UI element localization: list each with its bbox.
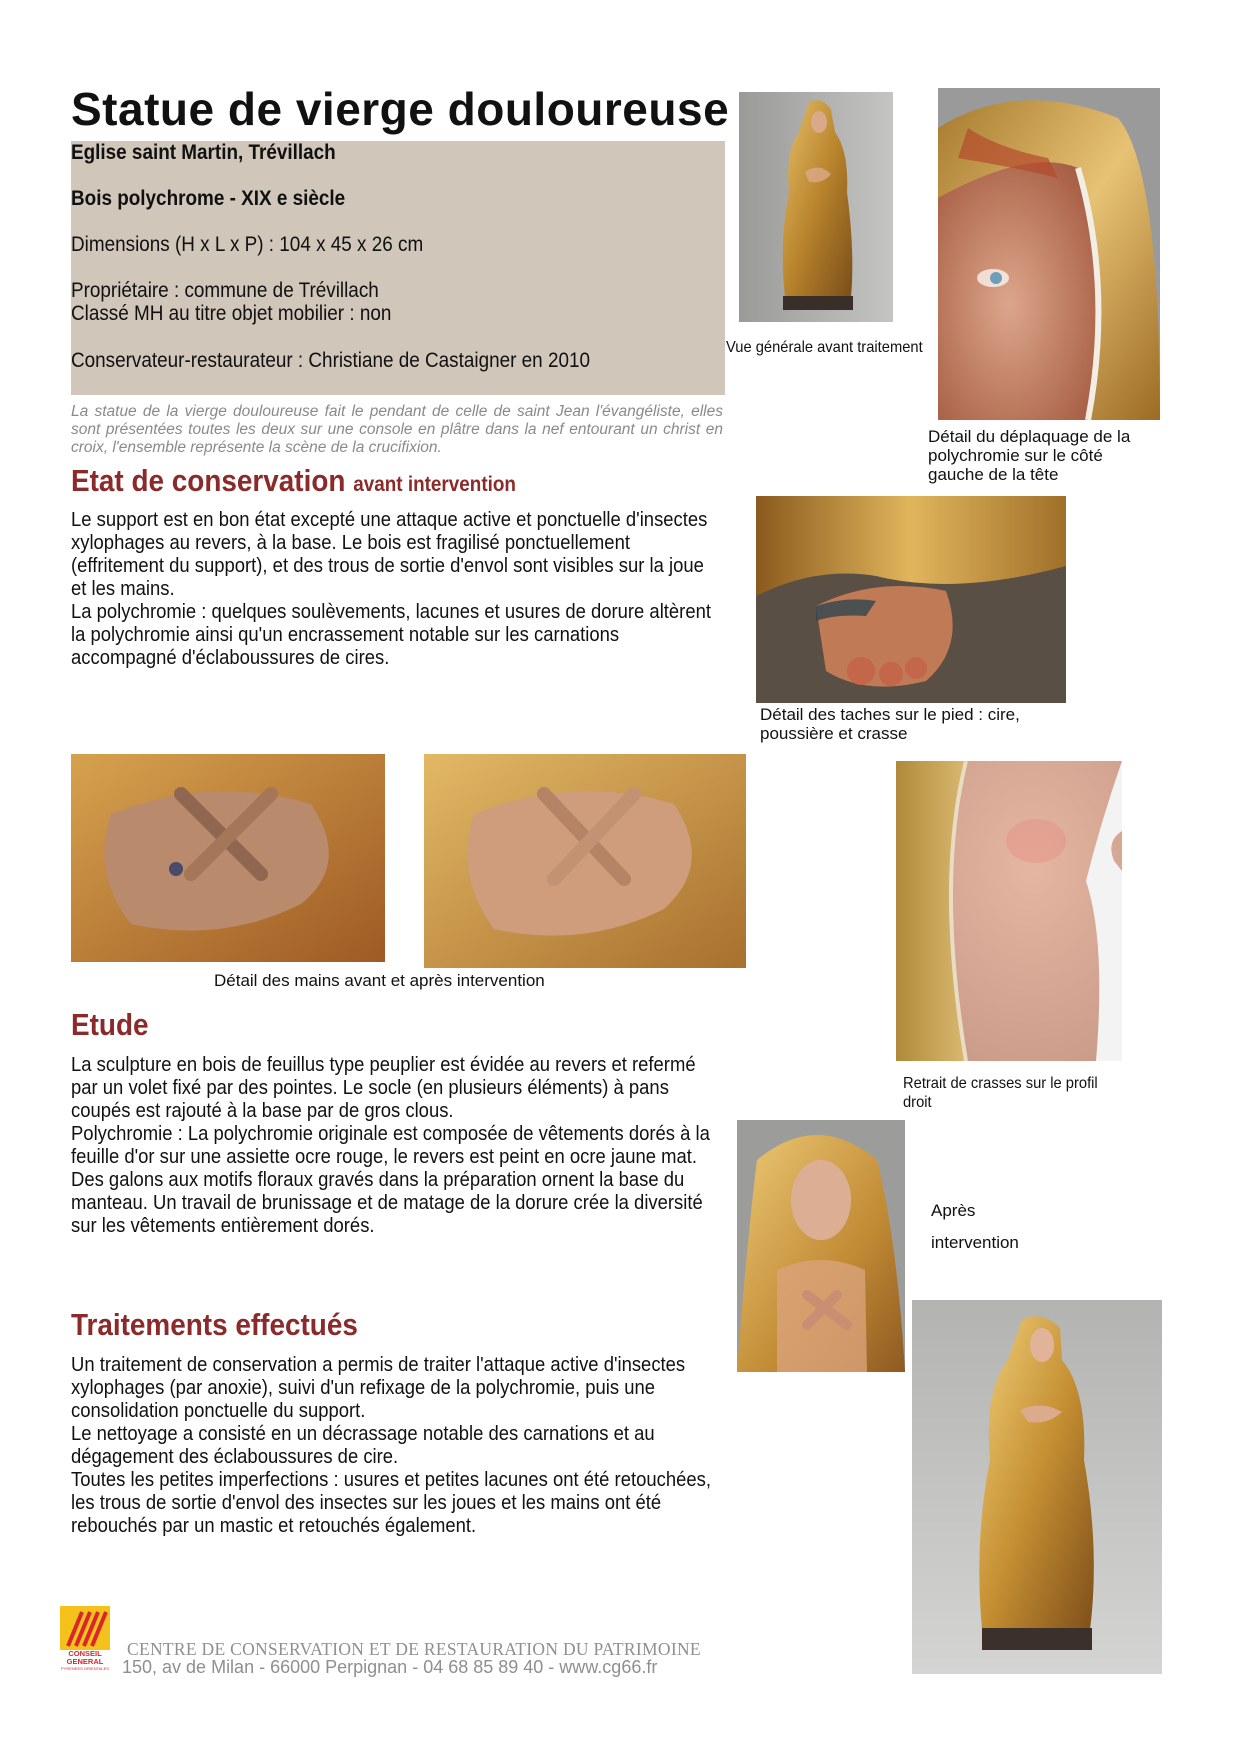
logo-sub: PYRENEES ORIENTALES <box>61 1666 109 1671</box>
section-heading-traitements: Traitements effectués <box>71 1307 358 1342</box>
location: Eglise saint Martin, Trévillach <box>71 141 336 164</box>
photo-hands-after <box>424 754 746 968</box>
photo-statue-after <box>912 1300 1162 1674</box>
photo-general-view <box>739 92 893 322</box>
caption-mains: Détail des mains avant et après intervention <box>214 971 545 990</box>
page-title: Statue de vierge douloureuse <box>71 83 730 135</box>
photo-bust-after <box>737 1120 905 1372</box>
etude-paragraph: Polychromie : La polychromie originale est composée de vêtements dorés à la feuille d'or sur une assiette ocre rouge, le revers est peint en ocre jaune mat. Des galons aux motifs floraux gravés dans la préparation ornent la base du manteau. Un travail de brunissage et de matage de la dorure crée la diversité sur les vêtements entièrement dorés. <box>71 1122 710 1237</box>
caption-general: Vue générale avant traitement <box>726 339 923 356</box>
dimensions: Dimensions (H x L x P) : 104 x 45 x 26 cm <box>71 233 424 256</box>
footer-address: 150, av de Milan - 66000 Perpignan - 04 68 85 89 40 - www.cg66.fr <box>122 1657 658 1677</box>
photo-hands-before <box>71 754 385 962</box>
traitements-text <box>71 1353 719 1537</box>
owner: Propriétaire : commune de Trévillach <box>71 279 379 302</box>
etude-paragraph: La sculpture en bois de feuillus type peuplier est évidée au revers et refermé par un volet fixé par des pointes. Le socle (en plusieurs éléments) à pans coupés est rajouté à la base par de gros clous. <box>71 1053 696 1122</box>
etat-subtitle: avant intervention <box>353 473 516 496</box>
caption-deplaquage: Détail du déplaquage de la polychromie sur le côté gauche de la tête <box>928 427 1131 484</box>
photo-profile <box>896 761 1122 1061</box>
footer-center-name: CENTRE DE CONSERVATION ET DE RESTAURATION DU PATRIMOINE <box>127 1639 701 1659</box>
etat-paragraph: La polychromie : quelques soulèvements, lacunes et usures de dorure altèrent la polychromie ainsi qu'un encrassement notable sur les carnations accompagné d'éclaboussures de cires. <box>71 600 711 669</box>
etude-text <box>71 1053 719 1237</box>
traitements-paragraph: Toutes les petites imperfections : usures et petites lacunes ont été retouchées, les trous de sortie d'envol des insectes sur les joues et les mains ont été rebouchés par un mastic et retouchés également. <box>71 1468 711 1537</box>
photo-foot-detail <box>756 496 1066 703</box>
etat-text <box>71 508 719 669</box>
logo-line1: CONSEIL <box>68 1649 102 1658</box>
section-heading-etat <box>71 463 516 499</box>
logo-line2: GENERAL <box>66 1657 104 1666</box>
classification: Classé MH au titre objet mobilier : non <box>71 302 392 325</box>
etat-paragraph: Le support est en bon état excepté une attaque active et ponctuelle d'insectes xylophages au revers, à la base. Le bois est fragilisé ponctuellement (effritement du support), et des trous de sortie d'envol sont visibles sur la joue et les mains. <box>71 508 708 600</box>
material: Bois polychrome - XIX e siècle <box>71 187 346 210</box>
traitements-paragraph: Le nettoyage a consisté en un décrassage notable des carnations et au dégagement des éclaboussures de cire. <box>71 1422 655 1468</box>
caption-profil: Retrait de crasses sur le profil droit <box>903 1075 1098 1111</box>
intro-text: La statue de la vierge douloureuse fait le pendant de celle de saint Jean l'évangéliste, elles sont présentées toutes les deux sur une console en plâtre dans la nef entourant un christ en croix, l'ensemble représente la scène de la crucifixion. <box>71 403 723 456</box>
caption-apres-2: intervention <box>931 1233 1019 1252</box>
restorer: Conservateur-restaurateur : Christiane de Castaigner en 2010 <box>71 349 590 372</box>
logo-label <box>56 1650 114 1666</box>
caption-apres-1: Après <box>931 1201 976 1220</box>
section-heading-etude: Etude <box>71 1007 149 1042</box>
photo-face-detail <box>938 88 1160 420</box>
caption-pied: Détail des taches sur le pied : cire, poussière et crasse <box>760 705 1020 743</box>
etat-title: Etat de conservation <box>71 463 346 498</box>
traitements-paragraph: Un traitement de conservation a permis de traiter l'attaque active d'insectes xylophages (par anoxie), suivi d'un refixage de la polychromie, puis une consolidation ponctuelle du support. <box>71 1353 686 1422</box>
